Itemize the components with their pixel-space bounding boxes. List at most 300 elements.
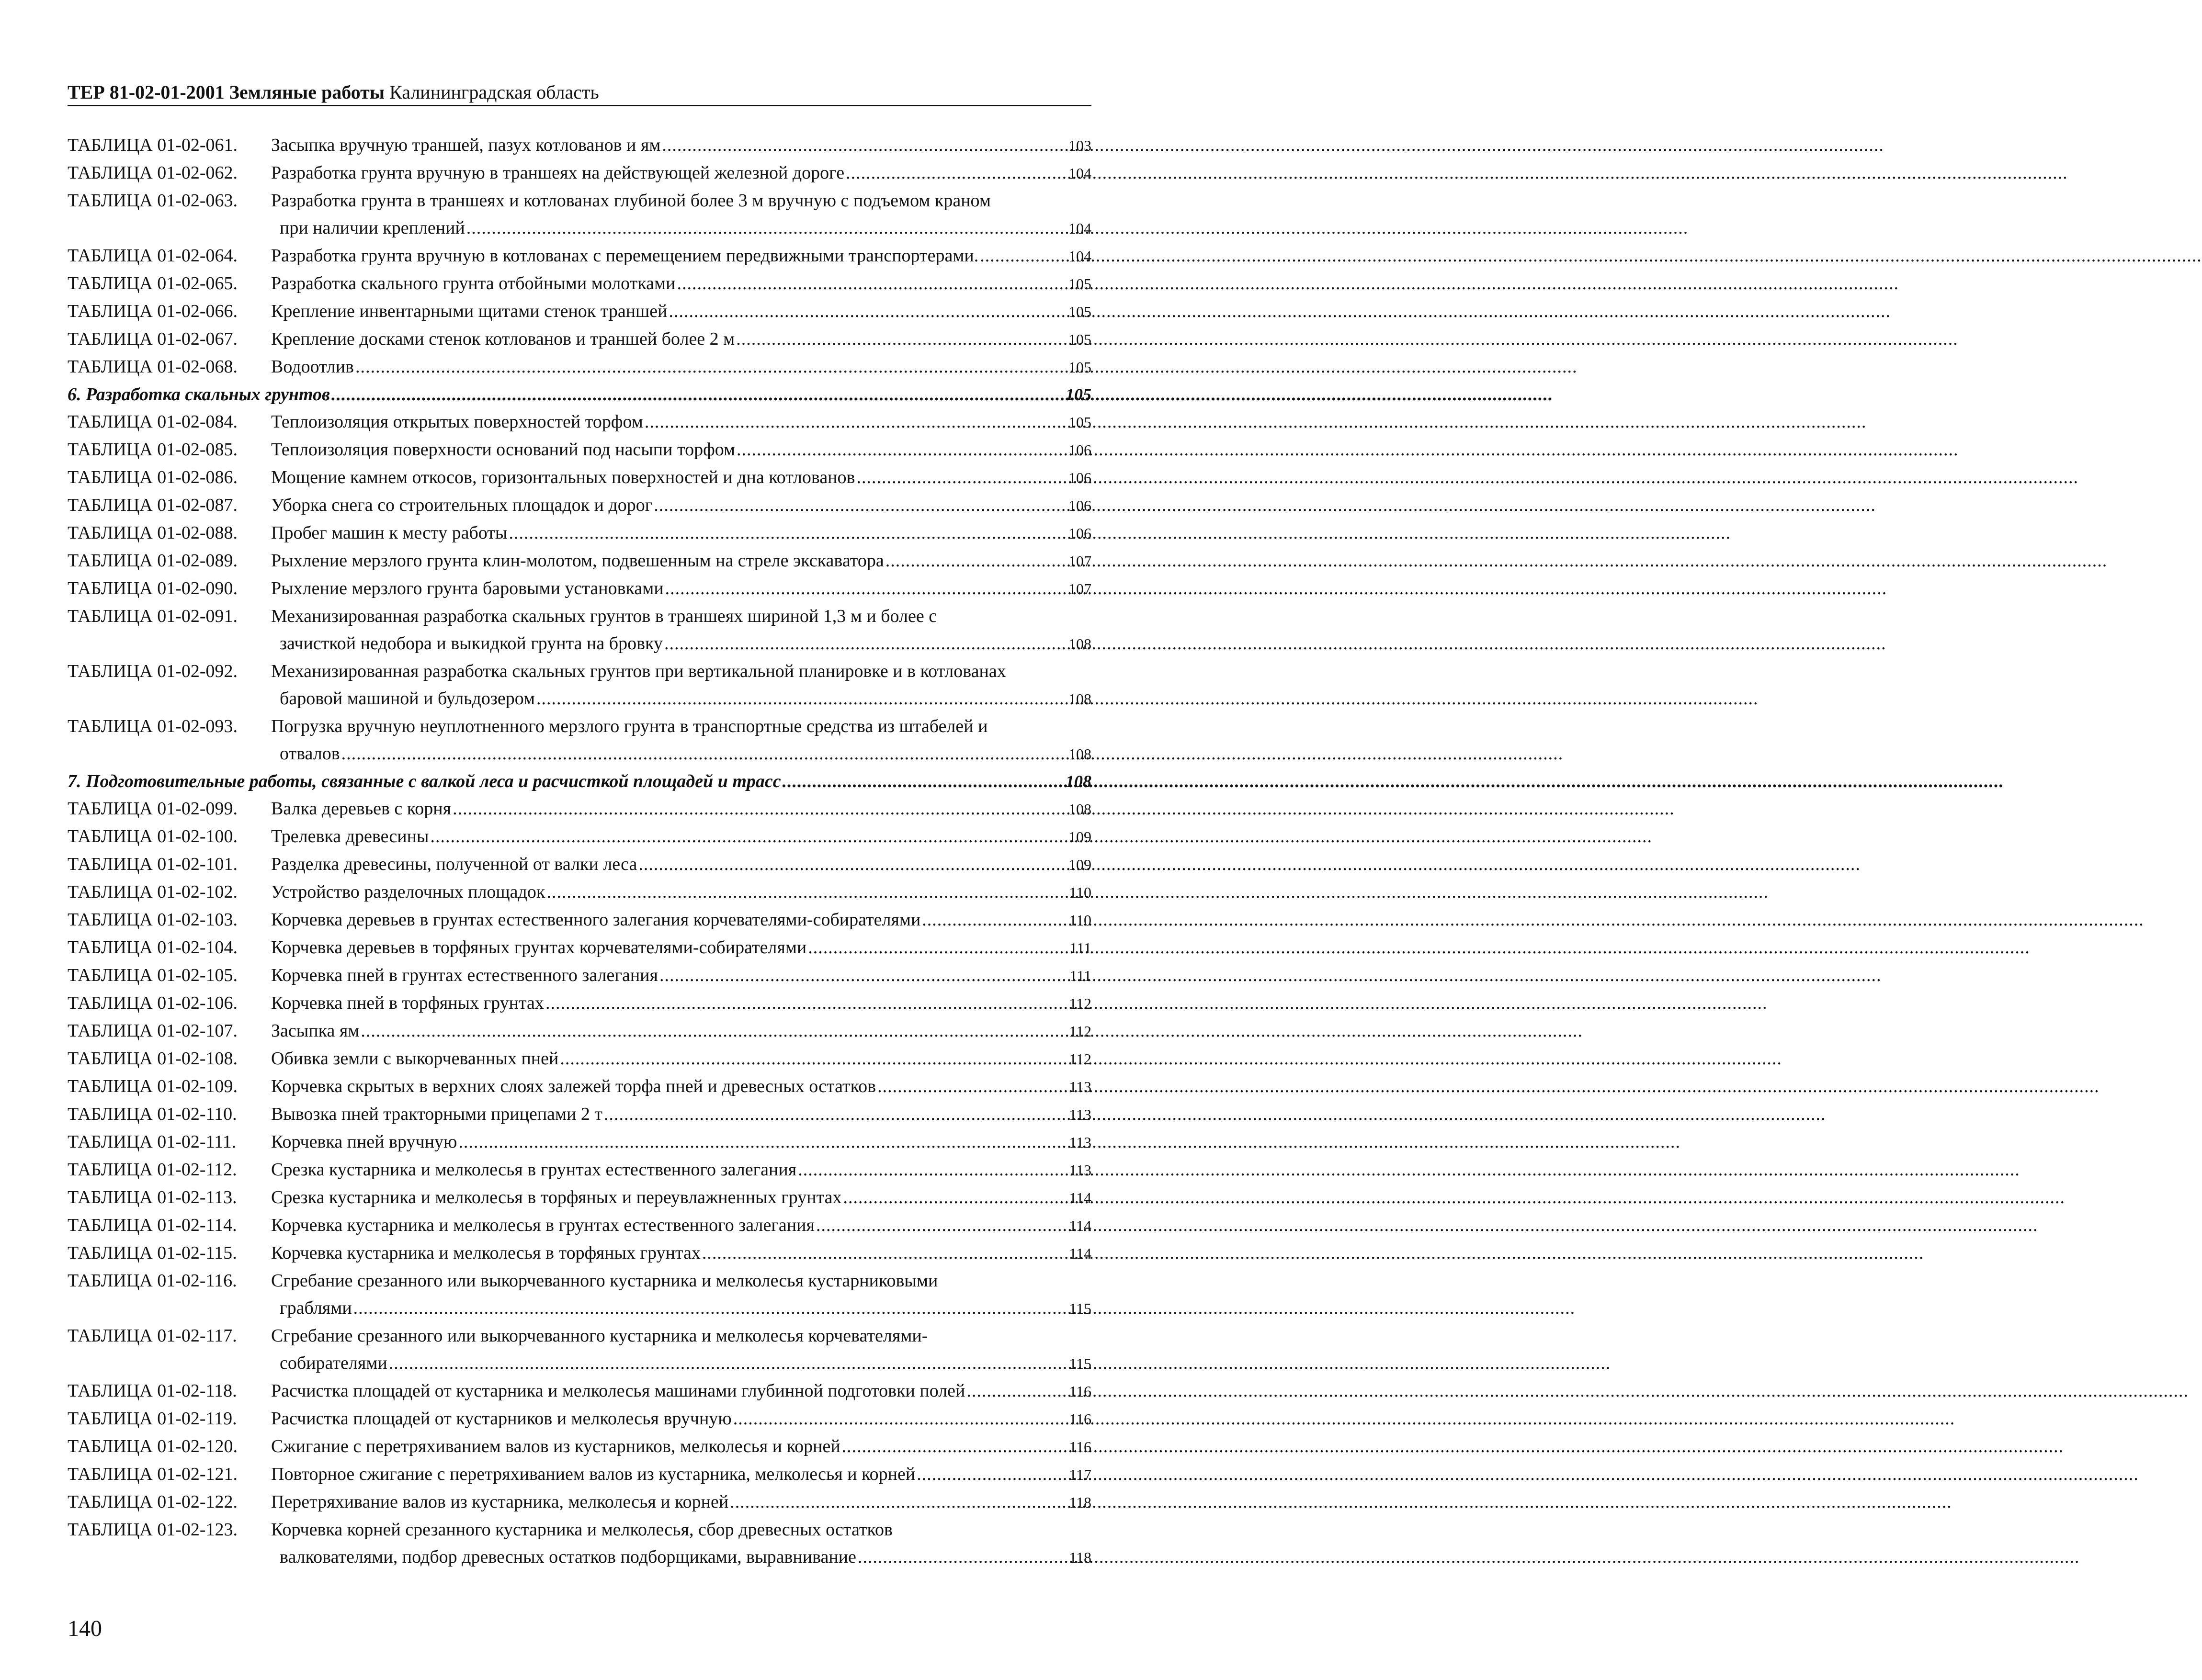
table-number: ТАБЛИЦА 01-02-111. [68, 1132, 237, 1152]
entry-line [271, 1128, 1091, 1156]
table-number: ТАБЛИЦА 01-02-109. [68, 1076, 238, 1096]
table-number: ТАБЛИЦА 01-02-099. [68, 799, 238, 819]
entry-body [271, 962, 1091, 990]
entry-page-number: 108 [1068, 635, 1091, 653]
entry-line [271, 547, 1091, 575]
entry-body [271, 1240, 1091, 1267]
entry-title: Корчевка пней вручную [271, 1132, 457, 1152]
entry-line [271, 1184, 1091, 1212]
entry-page-number: 112 [1069, 1050, 1091, 1068]
entry-page-number: 111 [1069, 967, 1091, 984]
toc-entry [68, 547, 1091, 575]
table-number: ТАБЛИЦА 01-02-090. [68, 578, 238, 598]
table-number: ТАБЛИЦА 01-02-115. [68, 1243, 237, 1263]
entry-line [271, 519, 1091, 547]
entry-body [271, 353, 1091, 381]
document-code: ТЕР 81-02-01-2001 Земляные работы [68, 81, 385, 103]
table-number: ТАБЛИЦА 01-02-064. [68, 246, 238, 266]
table-number: ТАБЛИЦА 01-02-065. [68, 273, 238, 293]
entry-body [271, 1405, 1091, 1433]
entry-body [271, 990, 1091, 1017]
entry-line [271, 353, 1091, 381]
dot-leader [842, 1184, 1069, 1211]
dot-leader [330, 381, 1066, 408]
dot-leader [840, 1433, 1069, 1460]
dot-leader [457, 1128, 1069, 1156]
section-page-number: 108 [1066, 772, 1091, 791]
dot-leader [507, 519, 1068, 547]
entry-line [271, 1322, 1091, 1350]
toc-entry [68, 1184, 1091, 1212]
entry-line [271, 851, 1091, 879]
dot-leader [815, 1212, 1069, 1239]
entry-page-number: 113 [1069, 1106, 1091, 1123]
entry-title: Механизированная разработка скальных грунтов при вертикальной планировке и в котлованах [271, 661, 1006, 681]
entry-body [271, 1017, 1091, 1045]
entry-line [271, 1267, 1091, 1295]
toc-section-heading [68, 768, 1091, 795]
dot-leader [806, 934, 1069, 961]
table-number: ТАБЛИЦА 01-02-122. [68, 1492, 238, 1512]
toc-entry [68, 353, 1091, 381]
entry-line [271, 1017, 1091, 1045]
entry-body [271, 658, 1091, 713]
entry-body [271, 270, 1091, 298]
entry-line [271, 408, 1091, 436]
entry-body [271, 1073, 1091, 1101]
entry-line [271, 214, 1091, 242]
dot-leader [855, 464, 1068, 491]
entry-title: отвалов [280, 744, 340, 764]
entry-title: Трелевка древесины [271, 826, 429, 846]
entry-title: Теплоизоляция открытых поверхностей торфом [271, 412, 643, 432]
table-number: ТАБЛИЦА 01-02-067. [68, 329, 238, 349]
entry-line [271, 270, 1091, 298]
table-number: ТАБЛИЦА 01-02-116. [68, 1271, 237, 1291]
entry-line [271, 795, 1091, 823]
entry-title: Рыхление мерзлого грунта баровыми установками [271, 578, 664, 598]
entry-body [271, 492, 1091, 519]
toc-entry [68, 1267, 1091, 1322]
entry-line [271, 658, 1091, 685]
dot-leader [781, 768, 1066, 795]
entry-page-number: 114 [1069, 1245, 1091, 1262]
entry-body [271, 851, 1091, 879]
section-title: 6. Разработка скальных грунтов [68, 384, 330, 405]
entry-line [271, 132, 1091, 159]
entry-title: Повторное сжигание с перетряхиванием валов из кустарника, мелколесья и корней [271, 1464, 916, 1484]
table-number: ТАБЛИЦА 01-02-123. [68, 1520, 238, 1540]
toc-entry [68, 519, 1091, 547]
table-number: ТАБЛИЦА 01-02-088. [68, 523, 238, 543]
dot-leader [663, 630, 1068, 657]
entry-page-number: 106 [1068, 497, 1091, 514]
entry-line [271, 1488, 1091, 1516]
entry-title: Расчистка площадей от кустарника и мелколесья машинами глубинной подготовки полей [271, 1381, 965, 1401]
table-number: ТАБЛИЦА 01-02-101. [68, 854, 238, 874]
table-number: ТАБЛИЦА 01-02-066. [68, 301, 238, 321]
entry-title: Корчевка пней в торфяных грунтах [271, 993, 544, 1013]
toc-entry [68, 464, 1091, 492]
table-number: ТАБЛИЦА 01-02-085. [68, 440, 238, 460]
table-number: ТАБЛИЦА 01-02-102. [68, 882, 238, 902]
entry-page-number: 114 [1069, 1189, 1091, 1206]
dot-leader [535, 685, 1068, 712]
entry-body [271, 603, 1091, 658]
entry-title: Сгребание срезанного или выкорчеванного кустарника и мелколесья кустарниковыми [271, 1271, 938, 1291]
entry-page-number: 106 [1068, 525, 1091, 542]
dot-leader [387, 1350, 1069, 1377]
table-number: ТАБЛИЦА 01-02-105. [68, 965, 238, 985]
entry-page-number: 104 [1068, 220, 1091, 237]
entry-body [271, 464, 1091, 492]
dot-leader [354, 353, 1068, 381]
toc-entry [68, 1377, 1091, 1405]
dot-leader [735, 326, 1068, 353]
entry-body [271, 298, 1091, 326]
table-number: ТАБЛИЦА 01-02-119. [68, 1409, 237, 1429]
toc-entry [68, 1405, 1091, 1433]
entry-body [271, 795, 1091, 823]
table-number: ТАБЛИЦА 01-02-089. [68, 551, 238, 571]
entry-body [271, 1377, 1091, 1405]
dot-leader [643, 408, 1068, 436]
toc-entry [68, 1017, 1091, 1045]
table-number: ТАБЛИЦА 01-02-120. [68, 1436, 238, 1456]
entry-title: Разделка древесины, полученной от валки леса [271, 854, 637, 874]
table-number: ТАБЛИЦА 01-02-110. [68, 1104, 237, 1124]
dot-leader [429, 823, 1068, 850]
entry-title: Разработка грунта в траншеях и котлованах глубиной более 3 м вручную с подъемом краном [271, 191, 991, 211]
entry-title: граблями [280, 1298, 352, 1318]
entry-line [271, 575, 1091, 603]
header-divider [68, 105, 1091, 106]
section-page-number: 105 [1066, 385, 1091, 404]
table-number: ТАБЛИЦА 01-02-112. [68, 1160, 237, 1180]
dot-leader [856, 1544, 1069, 1571]
toc-entry [68, 270, 1091, 298]
dot-leader [451, 795, 1068, 823]
toc-entry [68, 1516, 1091, 1571]
entry-line [271, 713, 1091, 740]
entry-line [271, 187, 1091, 214]
dot-leader [920, 906, 1069, 934]
table-number: ТАБЛИЦА 01-02-100. [68, 826, 238, 846]
section-title: 7. Подготовительные работы, связанные с валкой леса и расчисткой площадей и трасс [68, 771, 781, 791]
entry-page-number: 108 [1068, 745, 1091, 763]
entry-page-number: 108 [1068, 801, 1091, 818]
dot-leader [340, 740, 1068, 767]
entry-page-number: 113 [1069, 1078, 1091, 1095]
toc-entry [68, 795, 1091, 823]
entry-title: Срезка кустарника и мелколесья в грунтах естественного залегания [271, 1160, 797, 1180]
table-number: ТАБЛИЦА 01-02-092. [68, 661, 238, 681]
entry-line [271, 159, 1091, 187]
entry-title: Пробег машин к месту работы [271, 523, 508, 543]
entry-title: Корчевка пней в грунтах естественного залегания [271, 965, 658, 985]
entry-title: Крепление инвентарными щитами стенок траншей [271, 301, 668, 321]
entry-line [271, 1461, 1091, 1488]
entry-title: Срезка кустарника и мелколесья в торфяных и переувлажненных грунтах [271, 1187, 842, 1207]
table-of-contents [68, 132, 1091, 1571]
toc-entry [68, 603, 1091, 658]
entry-line [271, 879, 1091, 906]
entry-body [271, 326, 1091, 353]
toc-entry [68, 1212, 1091, 1240]
entry-body [271, 1045, 1091, 1073]
dot-leader [667, 298, 1068, 325]
toc-entry [68, 187, 1091, 242]
entry-body [271, 159, 1091, 187]
table-number: ТАБЛИЦА 01-02-121. [68, 1464, 238, 1484]
table-number: ТАБЛИЦА 01-02-117. [68, 1326, 237, 1346]
dot-leader [465, 214, 1068, 242]
dot-leader [796, 1156, 1069, 1184]
dot-leader [965, 1377, 1069, 1405]
table-number: ТАБЛИЦА 01-02-114. [68, 1215, 237, 1235]
entry-line [271, 1212, 1091, 1240]
entry-body [271, 823, 1091, 851]
region-name: Калининградская область [389, 81, 599, 103]
entry-page-number: 107 [1068, 580, 1091, 598]
toc-entry [68, 934, 1091, 962]
entry-line [271, 630, 1091, 658]
dot-leader [978, 242, 1068, 270]
entry-body [271, 1212, 1091, 1240]
entry-page-number: 118 [1069, 1549, 1091, 1566]
toc-entry [68, 713, 1091, 768]
entry-body [271, 1461, 1091, 1488]
dot-leader [728, 1488, 1069, 1516]
entry-title: Перетряхивание валов из кустарника, мелколесья и корней [271, 1492, 729, 1512]
entry-title: Корчевка деревьев в грунтах естественного залегания корчевателями-собирателями [271, 910, 921, 930]
toc-entry [68, 436, 1091, 464]
dot-leader [660, 132, 1068, 159]
entry-title: Сжигание с перетряхиванием валов из кустарников, мелколесья и корней [271, 1436, 840, 1456]
entry-title: Корчевка скрытых в верхних слоях залежей торфа пней и древесных остатков [271, 1076, 876, 1096]
page-number: 140 [68, 1616, 102, 1641]
entry-title: Теплоизоляция поверхности оснований под насыпи торфом [271, 440, 736, 460]
toc-entry [68, 1488, 1091, 1516]
dot-leader [545, 879, 1069, 906]
entry-title: Вывозка пней тракторными прицепами 2 т [271, 1104, 603, 1124]
entry-page-number: 115 [1069, 1355, 1091, 1372]
toc-entry [68, 1240, 1091, 1267]
entry-body [271, 1488, 1091, 1516]
table-number: ТАБЛИЦА 01-02-087. [68, 495, 238, 515]
entry-title: Водоотлив [271, 357, 354, 377]
toc-entry [68, 1128, 1091, 1156]
toc-entry [68, 575, 1091, 603]
entry-line [271, 1073, 1091, 1101]
entry-title: Механизированная разработка скальных грунтов в траншеях шириной 1,3 м и более с [271, 606, 937, 626]
entry-line [271, 934, 1091, 962]
entry-page-number: 110 [1069, 912, 1091, 929]
entry-title: Разработка грунта вручную в траншеях на действующей железной дороге [271, 163, 845, 183]
entry-page-number: 103 [1068, 137, 1091, 154]
entry-title: Погрузка вручную неуплотненного мерзлого грунта в транспортные средства из штабелей и [271, 716, 988, 736]
entry-page-number: 106 [1068, 441, 1091, 459]
toc-entry [68, 879, 1091, 906]
table-number: ТАБЛИЦА 01-02-103. [68, 910, 238, 930]
entry-body [271, 713, 1091, 768]
entry-body [271, 1433, 1091, 1461]
entry-line [271, 1295, 1091, 1322]
entry-title: Рыхление мерзлого грунта клин-молотом, подвешенным на стреле экскаватора [271, 551, 884, 571]
toc-entry [68, 990, 1091, 1017]
entry-body [271, 1267, 1091, 1322]
dot-leader [915, 1461, 1069, 1488]
entry-line [271, 823, 1091, 851]
entry-page-number: 104 [1068, 165, 1091, 182]
entry-page-number: 108 [1068, 690, 1091, 708]
toc-entry [68, 1156, 1091, 1184]
toc-entry [68, 492, 1091, 519]
entry-line [271, 1350, 1091, 1377]
entry-title: при наличии креплений [280, 218, 465, 238]
entry-title: Валка деревьев с корня [271, 799, 452, 819]
entry-title: Засыпка вручную траншей, пазух котлованов и ям [271, 135, 661, 155]
toc-entry [68, 159, 1091, 187]
table-number: ТАБЛИЦА 01-02-108. [68, 1049, 238, 1069]
entry-body [271, 242, 1091, 270]
entry-body [271, 1184, 1091, 1212]
toc-entry [68, 1322, 1091, 1377]
dot-leader [558, 1045, 1069, 1072]
entry-body [271, 575, 1091, 603]
toc-entry [68, 1045, 1091, 1073]
entry-title: Корчевка корней срезанного кустарника и мелколесья, сбор древесных остатков [271, 1520, 893, 1540]
entry-line [271, 1405, 1091, 1433]
table-number: ТАБЛИЦА 01-02-113. [68, 1187, 237, 1207]
table-number: ТАБЛИЦА 01-02-086. [68, 467, 238, 487]
entry-title: Разработка грунта вручную в котлованах с перемещением передвижными транспортерами. [271, 246, 979, 266]
table-number: ТАБЛИЦА 01-02-068. [68, 357, 238, 377]
entry-line [271, 436, 1091, 464]
table-number: ТАБЛИЦА 01-02-093. [68, 716, 238, 736]
entry-page-number: 105 [1068, 331, 1091, 348]
entry-page-number: 116 [1069, 1438, 1091, 1455]
entry-line [271, 1045, 1091, 1073]
toc-entry [68, 326, 1091, 353]
entry-title: Крепление досками стенок котлованов и траншей более 2 м [271, 329, 735, 349]
entry-line [271, 1516, 1091, 1544]
entry-line [271, 1377, 1091, 1405]
entry-page-number: 106 [1068, 469, 1091, 486]
dot-leader [732, 1405, 1069, 1432]
entry-body [271, 934, 1091, 962]
table-number: ТАБЛИЦА 01-02-106. [68, 993, 238, 1013]
entry-page-number: 114 [1069, 1217, 1091, 1234]
entry-title: Корчевка кустарника и мелколесья в грунтах естественного залегания [271, 1215, 815, 1235]
table-number: ТАБЛИЦА 01-02-104. [68, 937, 238, 958]
entry-page-number: 105 [1068, 359, 1091, 376]
entry-title: Сгребание срезанного или выкорчеванного кустарника и мелколесья корчевателями- [271, 1326, 928, 1346]
table-number: ТАБЛИЦА 01-02-107. [68, 1021, 238, 1041]
entry-page-number: 116 [1069, 1410, 1091, 1428]
entry-line [271, 1156, 1091, 1184]
entry-body [271, 1128, 1091, 1156]
table-number: ТАБЛИЦА 01-02-061. [68, 135, 238, 155]
table-number: ТАБЛИЦА 01-02-118. [68, 1381, 237, 1401]
toc-entry [68, 408, 1091, 436]
entry-title: баровой машиной и бульдозером [280, 688, 535, 709]
toc-entry [68, 658, 1091, 713]
dot-leader [701, 1240, 1069, 1267]
entry-body [271, 132, 1091, 159]
toc-entry [68, 906, 1091, 934]
entry-title: Разработка скального грунта отбойными молотками [271, 273, 676, 293]
entry-body [271, 408, 1091, 436]
entry-page-number: 109 [1068, 828, 1091, 846]
entry-page-number: 104 [1068, 248, 1091, 265]
entry-body [271, 547, 1091, 575]
dot-leader [652, 492, 1068, 519]
dot-leader [884, 547, 1068, 575]
dot-leader [637, 851, 1068, 878]
dot-leader [876, 1073, 1069, 1100]
entry-line [271, 603, 1091, 630]
entry-body [271, 906, 1091, 934]
entry-line [271, 464, 1091, 492]
table-number: ТАБЛИЦА 01-02-062. [68, 163, 238, 183]
dot-leader [664, 575, 1068, 602]
entry-page-number: 117 [1069, 1466, 1091, 1483]
entry-title: Корчевка деревьев в торфяных грунтах корчевателями-собирателями [271, 937, 807, 958]
entry-line [271, 1101, 1091, 1128]
toc-entry [68, 851, 1091, 879]
entry-line [271, 1433, 1091, 1461]
entry-title: собирателями [280, 1353, 387, 1373]
entry-body [271, 1101, 1091, 1128]
entry-page-number: 113 [1069, 1161, 1091, 1179]
toc-entry [68, 1073, 1091, 1101]
entry-page-number: 110 [1069, 884, 1091, 901]
entry-line [271, 962, 1091, 990]
dot-leader [658, 962, 1069, 989]
entry-line [271, 492, 1091, 519]
dot-leader [844, 159, 1068, 187]
toc-entry [68, 823, 1091, 851]
toc-entry [68, 1433, 1091, 1461]
entry-page-number: 111 [1069, 939, 1091, 957]
toc-entry [68, 1461, 1091, 1488]
entry-line [271, 990, 1091, 1017]
entry-title: Устройство разделочных площадок [271, 882, 545, 902]
entry-page-number: 112 [1069, 995, 1091, 1012]
dot-leader [602, 1101, 1069, 1128]
entry-page-number: 113 [1069, 1134, 1091, 1151]
entry-title: Расчистка площадей от кустарников и мелколесья вручную [271, 1409, 732, 1429]
entry-page-number: 118 [1069, 1494, 1091, 1511]
entry-body [271, 879, 1091, 906]
toc-entry [68, 298, 1091, 326]
table-number: ТАБЛИЦА 01-02-063. [68, 191, 238, 211]
dot-leader [735, 436, 1068, 463]
dot-leader [544, 990, 1069, 1017]
entry-line [271, 298, 1091, 326]
entry-page-number: 105 [1068, 414, 1091, 431]
entry-title: Корчевка кустарника и мелколесья в торфяных грунтах [271, 1243, 701, 1263]
entry-body [271, 1516, 1091, 1571]
entry-body [271, 519, 1091, 547]
entry-body [271, 1156, 1091, 1184]
entry-page-number: 105 [1068, 275, 1091, 293]
dot-leader [675, 270, 1068, 297]
entry-line [271, 242, 1091, 270]
toc-entry [68, 962, 1091, 990]
toc-entry [68, 242, 1091, 270]
